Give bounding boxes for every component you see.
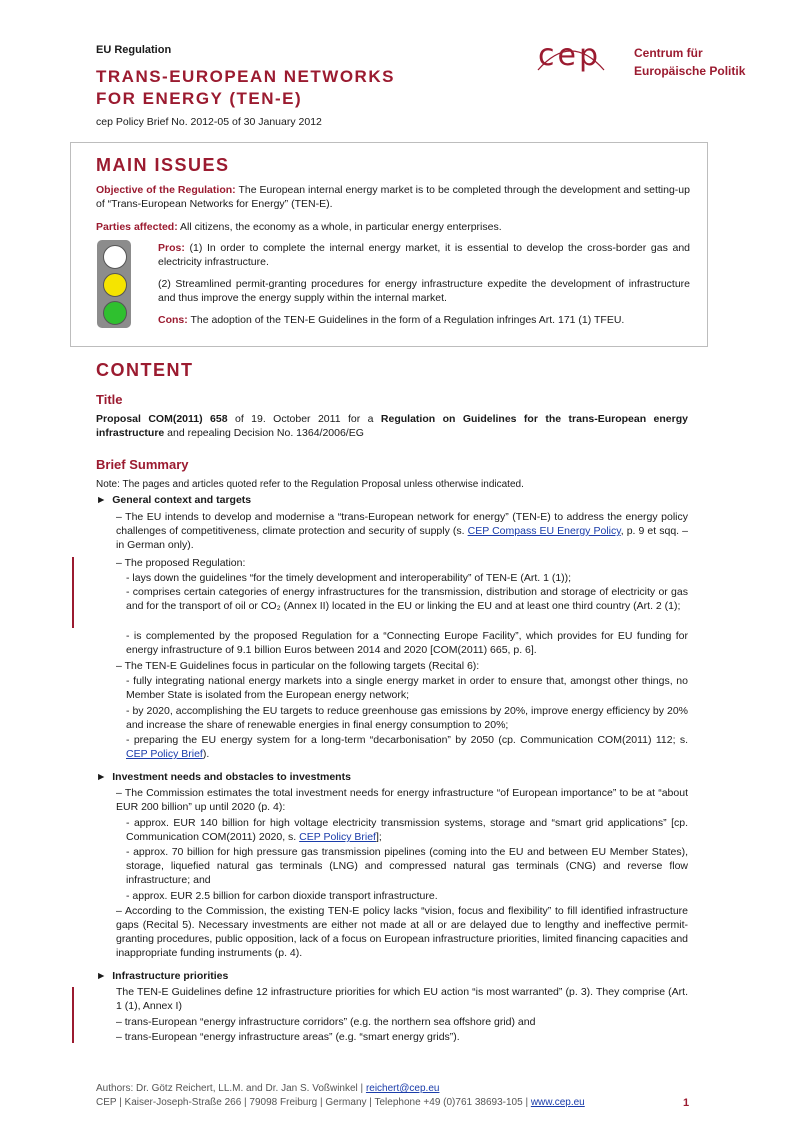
s2-item-a: – The Commission estimates the total investment needs for energy infrastructure “of European importance” to be at “about EUR 200 billion” up until 2020 (p. 4): xyxy=(116,787,688,813)
objective-text: The European internal energy market is to be completed through the development and setting-up of “Trans-European Networks for Energy” (TEN-E). xyxy=(96,184,690,210)
logo-text: cep xyxy=(538,38,601,73)
s2-item-a3: - approx. EUR 2.5 billion for carbon dioxide transport infrastructure. xyxy=(126,890,438,902)
s1-item-a-end: , p. 9 et sqq. – in German only). xyxy=(116,525,689,551)
section-priorities-title: Infrastructure priorities xyxy=(112,970,229,982)
pros-text-1: (1) In order to complete the internal energy market, it is essential to develop the cross-border gas and electricity infrastructure. xyxy=(158,242,690,268)
logo-name-line-1: Centrum für xyxy=(634,46,703,60)
section-priorities xyxy=(96,970,228,982)
logo-name-line-2: Europäische Politik xyxy=(634,64,746,78)
pros-label: Pros: xyxy=(158,242,185,254)
proposal-title xyxy=(96,412,688,440)
pros-paragraph-1 xyxy=(158,241,690,269)
cons-text: The adoption of the TEN-E Guidelines in the form of a Regulation infringes Art. 171 (1) TFEU. xyxy=(190,314,625,326)
summary-note: Note: The pages and articles quoted refer to the Regulation Proposal unless otherwise indicated. xyxy=(96,479,524,490)
proposal-name: Regulation on Guidelines for the trans-European energy infrastructure xyxy=(96,413,688,439)
objective-paragraph xyxy=(96,183,690,211)
s2-item-b: – According to the Commission, the existing TEN-E policy lacks “vision, focus and flexibility” to fill identified infrastructure gaps (Recital 5). Necessary investments are either not made at all or are delayed due to lengthy and ineffective permit-granting procedures, public opposition, lack of a focus on European infrastructure priorities, limited financing capacities and inappropriate funding instruments (p. 4). xyxy=(116,905,688,959)
s2-item-a2: - approx. 70 billion for high pressure gas transmission pipelines (coming into the EU and between EU Member States), storage, liquefied natural gas terminals (LNG) and compressed natural gas terminals (CNG) and reverse flow infrastructure; and xyxy=(126,846,688,886)
margin-marker xyxy=(72,987,74,1043)
s1-item-a xyxy=(116,510,688,552)
green-lamp-icon xyxy=(103,301,127,325)
s1-item-b1: - lays down the guidelines “for the timely development and interoperability” of TEN-E (Art. 1 (1)); xyxy=(126,572,572,584)
s3-item-c: – trans-European “energy infrastructure areas” (e.g. “smart energy grids”). xyxy=(116,1031,460,1043)
proposal-date: of 19. October 2011 for a xyxy=(227,413,381,425)
title-line-2: FOR ENERGY (TEN-E) xyxy=(96,89,303,108)
s1-item-b: – The proposed Regulation: xyxy=(116,557,246,569)
margin-marker xyxy=(72,557,74,628)
author-email-link[interactable]: reichert@cep.eu xyxy=(365,1083,440,1094)
summary-heading: Brief Summary xyxy=(96,457,189,472)
parties-paragraph xyxy=(96,220,690,234)
document-title xyxy=(96,66,456,110)
logo-name xyxy=(634,44,774,80)
bullet-arrow-icon: ► xyxy=(96,494,107,506)
cep-policy-brief-link-1[interactable]: CEP Policy Brief xyxy=(126,748,203,760)
s1-item-c1: - fully integrating national energy markets into a single energy market in order to ensure that, amongst other things, no Member State is isolated from the European energy network; xyxy=(126,675,688,701)
traffic-light-icon xyxy=(97,240,131,328)
parties-label: Parties affected: xyxy=(96,221,178,233)
objective-label: Objective of the Regulation: xyxy=(96,184,236,196)
s2-item-a1-text: - approx. EUR 140 billion for high voltage electricity transmission systems, storage and “smart grid applications” [cp. Communication COM(2011) 2020, s. xyxy=(126,817,688,843)
proposal-reference: Proposal COM(2011) 658 xyxy=(96,413,228,425)
footer-authors-text: Authors: Dr. Götz Reichert, LL.M. and Dr. Jan S. Voßwinkel | xyxy=(96,1083,366,1094)
title-line-1: TRANS-EUROPEAN NETWORKS xyxy=(96,67,395,86)
cep-policy-brief-link-2[interactable]: CEP Policy Brief xyxy=(299,831,376,843)
yellow-lamp-icon xyxy=(103,273,127,297)
main-issues-heading: MAIN ISSUES xyxy=(96,155,230,175)
document-subtitle: cep Policy Brief No. 2012-05 of 30 January 2012 xyxy=(96,116,322,128)
s2-item-a1 xyxy=(126,816,688,844)
footer-authors xyxy=(96,1083,439,1094)
pros-paragraph-2: (2) Streamlined permit-granting procedures for energy infrastructure expedite the development of infrastructure and thus improve the energy supply within the internal market. xyxy=(158,278,690,304)
section-general xyxy=(96,494,251,506)
bullet-arrow-icon: ► xyxy=(96,970,107,982)
document-category: EU Regulation xyxy=(96,44,172,56)
bullet-arrow-icon: ► xyxy=(96,771,107,783)
section-general-title: General context and targets xyxy=(112,494,252,506)
section-investment xyxy=(96,771,351,783)
s1-item-c: – The TEN-E Guidelines focus in particular on the following targets (Recital 6): xyxy=(116,660,480,672)
footer-address-text: CEP | Kaiser-Joseph-Straße 266 | 79098 Freiburg | Germany | Telephone +49 (0)761 38693-105 | xyxy=(96,1097,531,1108)
cons-label: Cons: xyxy=(158,314,188,326)
website-link[interactable]: www.cep.eu xyxy=(530,1097,585,1108)
cep-compass-link[interactable]: CEP Compass EU Energy Policy xyxy=(467,525,621,537)
page-number: 1 xyxy=(683,1097,690,1109)
title-heading: Title xyxy=(96,392,123,407)
s1-item-a-text: – The EU intends to develop and modernise a “trans-European network for energy” (TEN-E) to address the energy policy challenges of competitiveness, climate protection and security of supply (s. xyxy=(116,511,688,537)
cons-paragraph xyxy=(158,313,690,327)
s2-item-a1-end: ]; xyxy=(375,831,382,843)
s1-item-b3: - is complemented by the proposed Regulation for a “Connecting Europe Facility”, which provides for EU funding for energy infrastructure of 9.1 billion Euros between 2014 and 2020 [COM(2011) 665, p. 6]. xyxy=(126,630,688,656)
section-investment-title: Investment needs and obstacles to investments xyxy=(112,771,351,783)
s1-item-c2: - by 2020, accomplishing the EU targets to reduce greenhouse gas emissions by 20%, improve energy efficiency by 20% and increase the share of renewable energies in final energy consumption to 20%; xyxy=(126,705,688,731)
parties-text: All citizens, the economy as a whole, in particular energy enterprises. xyxy=(180,221,502,233)
s1-item-c3-text: - preparing the EU energy system for a long-term “decarbonisation” by 2050 (cp. Communication COM(2011) 112; s. xyxy=(126,734,688,746)
content-heading: CONTENT xyxy=(96,360,194,380)
s1-item-c3-end: ). xyxy=(202,748,210,760)
proposal-end: and repealing Decision No. 1364/2006/EG xyxy=(164,427,364,439)
s3-item-a: The TEN-E Guidelines define 12 infrastructure priorities for which EU action “is most warranted” (p. 3). They comprise (Art. 1 (1), Annex I) xyxy=(116,986,688,1012)
white-lamp-icon xyxy=(103,245,127,269)
s1-item-c3 xyxy=(126,733,688,761)
s1-item-b2: - comprises certain categories of energy infrastructures for the transmission, distribution and storage of electricity or gas and for the transport of oil or CO₂ (Annex II) located in the EU or linking the EU and at least one third country (Art. 2 (1); xyxy=(126,586,688,612)
footer-address xyxy=(96,1097,585,1108)
s3-item-b: – trans-European “energy infrastructure corridors” (e.g. the northern sea offshore grid) and xyxy=(116,1016,536,1028)
